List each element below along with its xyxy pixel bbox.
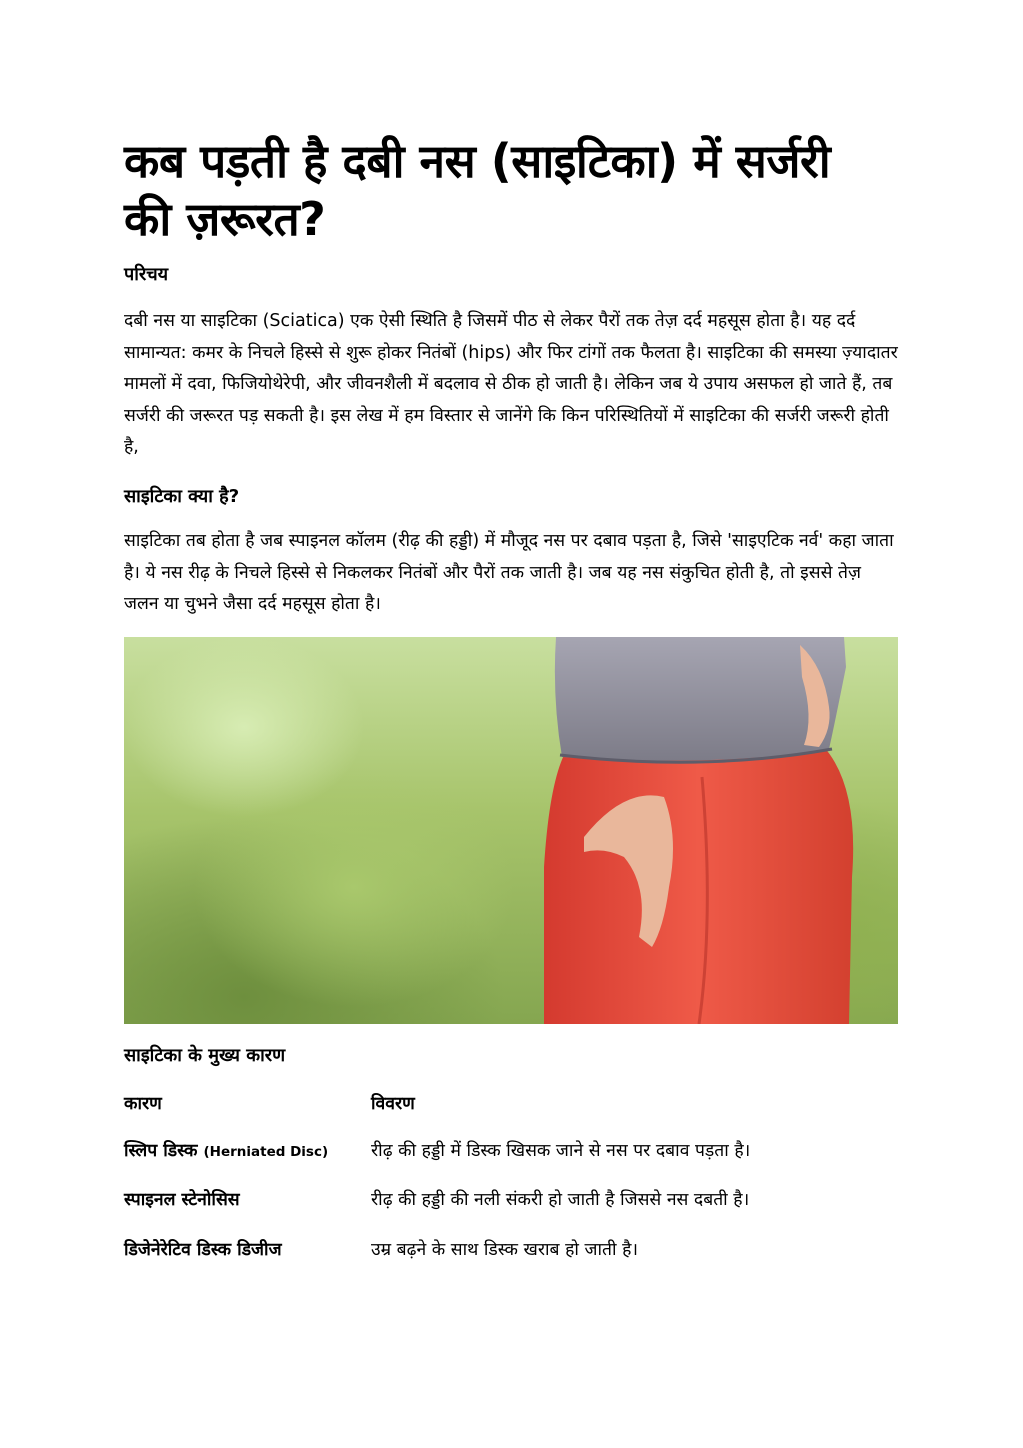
cause-english: (Herniated Disc) xyxy=(203,1144,329,1160)
cause-cell: स्पाइनल स्टेनोसिस xyxy=(124,1190,240,1210)
column-header-description: विवरण xyxy=(371,1094,415,1114)
what-is-sciatica-paragraph: साइटिका तब होता है जब स्पाइनल कॉलम (रीढ़ की हड्डी) में मौजूद नस पर दबाव पड़ता है, जिसे 'साइएटिक नर्व' कहा जाता है। ये नस रीढ़ के निचले हिस्से से निकलकर नितंबों और पैरों तक जाती है। जब यह नस संकुचित होती है, तो इससे तेज़ जलन या चुभने जैसा दर्द महसूस होता है। xyxy=(124,531,894,614)
description-cell: उम्र बढ़ने के साथ डिस्क खराब हो जाती है। xyxy=(371,1240,639,1260)
cause-name: स्लिप डिस्क xyxy=(124,1141,198,1161)
cause-cell xyxy=(124,1137,328,1166)
what-is-sciatica-heading: साइटिका क्या है? xyxy=(124,486,240,507)
photo-illustration xyxy=(124,637,898,1024)
sciatica-pain-photo xyxy=(124,637,898,1024)
cause-cell: डिजेनेरेटिव डिस्क डिजीज xyxy=(124,1240,282,1260)
description-cell: रीढ़ की हड्डी की नली संकरी हो जाती है जिससे नस दबती है। xyxy=(371,1190,750,1210)
intro-paragraph: दबी नस या साइटिका (Sciatica) एक ऐसी स्थिति है जिसमें पीठ से लेकर पैरों तक तेज़ दर्द महसूस होता है। यह दर्द सामान्यत: कमर के निचले हिस्से से शुरू होकर नितंबों (hips) और फिर टांगों तक फैलता है। साइटिका की समस्या ज़्यादातर मामलों में दवा, फिजियोथेरेपी, और जीवनशैली में बदलाव से ठीक हो जाती है। लेकिन जब ये उपाय असफल हो जाते हैं, तब सर्जरी की जरूरत पड़ सकती है। इस लेख में हम विस्तार से जानेंगे कि किन परिस्थितियों में साइटिका की सर्जरी जरूरी होती है, xyxy=(124,311,898,457)
description-cell: रीढ़ की हड्डी में डिस्क खिसक जाने से नस पर दबाव पड़ता है। xyxy=(371,1141,751,1161)
column-header-cause: कारण xyxy=(124,1094,162,1114)
intro-heading: परिचय xyxy=(124,264,169,285)
causes-heading: साइटिका के मुख्य कारण xyxy=(124,1045,286,1066)
page-title: कब पड़ती है दबी नस (साइटिका) में सर्जरी की ज़रूरत? xyxy=(124,134,831,246)
